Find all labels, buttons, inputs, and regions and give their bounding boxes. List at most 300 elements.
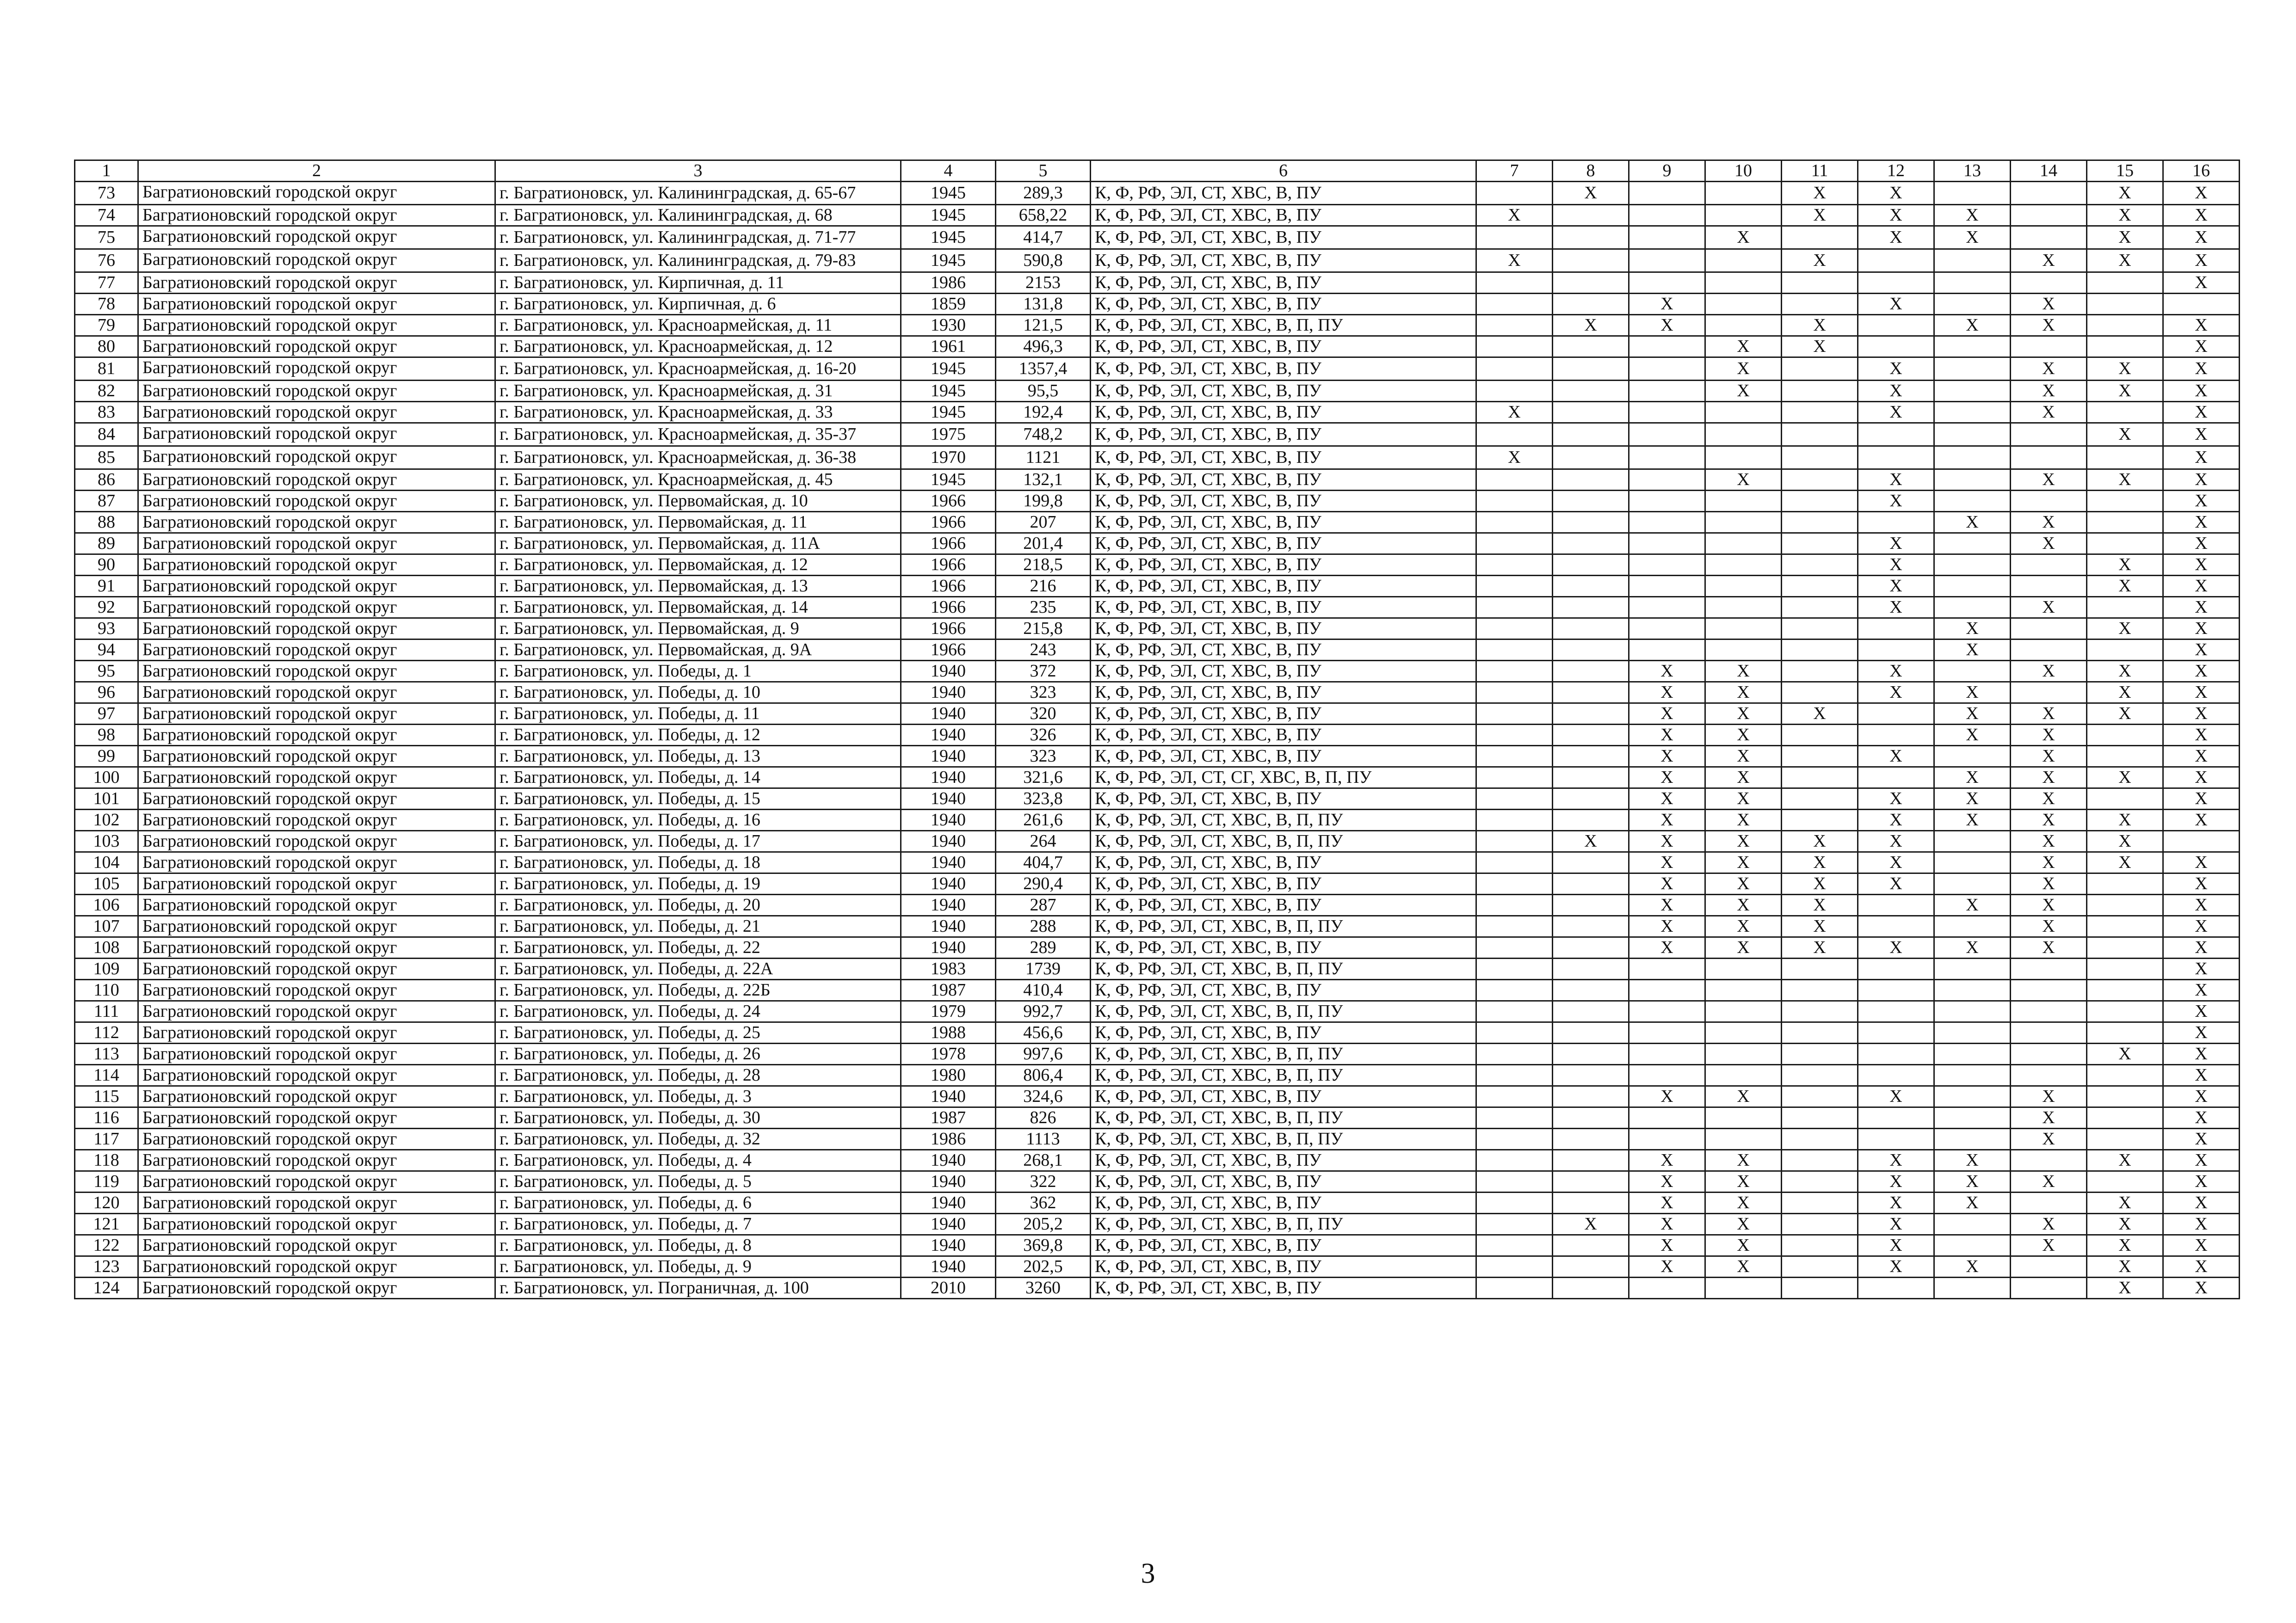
table-row	[75, 554, 2240, 576]
mark-cell	[2087, 788, 2163, 810]
mark-cell	[1629, 533, 1705, 554]
works-cell: К, Ф, РФ, ЭЛ, СТ, ХВС, В, ПУ	[1091, 852, 1476, 873]
mark-cell: X	[2163, 1044, 2240, 1065]
works-cell: К, Ф, РФ, ЭЛ, СТ, ХВС, В, ПУ	[1091, 639, 1476, 661]
area-cell: 131,8	[996, 294, 1091, 315]
mark-cell	[1476, 1001, 1553, 1022]
row-number-cell: 84	[75, 423, 138, 446]
mark-cell	[1553, 788, 1629, 810]
mark-cell	[1553, 1235, 1629, 1256]
address-cell: г. Багратионовск, ул. Первомайская, д. 9А	[495, 639, 901, 661]
mark-cell	[2087, 916, 2163, 937]
row-number-cell: 105	[75, 873, 138, 895]
mark-cell: X	[2163, 852, 2240, 873]
mark-cell	[1476, 597, 1553, 618]
works-cell: К, Ф, РФ, ЭЛ, СТ, ХВС, В, ПУ	[1091, 980, 1476, 1001]
mark-cell	[1858, 315, 1934, 336]
row-number-cell: 77	[75, 272, 138, 294]
address-cell: г. Багратионовск, ул. Победы, д. 25	[495, 1022, 901, 1044]
mark-cell: X	[2163, 980, 2240, 1001]
area-cell: 410,4	[996, 980, 1091, 1001]
mark-cell: X	[2163, 1129, 2240, 1150]
mark-cell: X	[1629, 916, 1705, 937]
mark-cell: X	[2011, 1129, 2087, 1150]
year-cell: 1966	[901, 533, 996, 554]
mark-cell: X	[1858, 1235, 1934, 1256]
mark-cell: X	[2087, 1193, 2163, 1214]
row-number-cell: 101	[75, 788, 138, 810]
mark-cell	[1705, 1129, 1782, 1150]
district-cell: Багратионовский городской округ	[138, 336, 495, 357]
mark-cell: X	[1934, 682, 2011, 703]
table-row	[75, 205, 2240, 226]
mark-cell	[1705, 315, 1782, 336]
mark-cell: X	[2011, 315, 2087, 336]
mark-cell	[1553, 1065, 1629, 1086]
mark-cell: X	[1782, 916, 1858, 937]
year-cell: 1975	[901, 423, 996, 446]
table-row	[75, 810, 2240, 831]
mark-cell	[1476, 357, 1553, 381]
year-cell: 1966	[901, 554, 996, 576]
district-cell: Багратионовский городской округ	[138, 725, 495, 746]
mark-cell	[1629, 980, 1705, 1001]
mark-cell	[1629, 357, 1705, 381]
mark-cell	[1705, 1022, 1782, 1044]
column-number-header: 11	[1782, 160, 1858, 182]
table-row	[75, 746, 2240, 767]
mark-cell	[1553, 512, 1629, 533]
mark-cell: X	[1934, 512, 2011, 533]
mark-cell: X	[1629, 1256, 1705, 1278]
mark-cell: X	[1858, 937, 1934, 959]
mark-cell: X	[1858, 357, 1934, 381]
mark-cell	[2087, 937, 2163, 959]
row-number-cell: 76	[75, 249, 138, 272]
area-cell: 323,8	[996, 788, 1091, 810]
mark-cell	[1629, 1107, 1705, 1129]
row-number-cell: 89	[75, 533, 138, 554]
mark-cell	[1782, 272, 1858, 294]
mark-cell	[1629, 226, 1705, 249]
year-cell: 1945	[901, 469, 996, 491]
district-cell: Багратионовский городской округ	[138, 810, 495, 831]
mark-cell: X	[2087, 767, 2163, 788]
mark-cell	[1934, 852, 2011, 873]
address-cell: г. Багратионовск, ул. Победы, д. 22Б	[495, 980, 901, 1001]
table-row	[75, 703, 2240, 725]
mark-cell	[1553, 810, 1629, 831]
table-row	[75, 980, 2240, 1001]
address-cell: г. Багратионовск, ул. Победы, д. 17	[495, 831, 901, 852]
table-row	[75, 895, 2240, 916]
area-cell: 372	[996, 661, 1091, 682]
works-cell: К, Ф, РФ, ЭЛ, СТ, ХВС, В, П, ПУ	[1091, 1065, 1476, 1086]
row-number-cell: 117	[75, 1129, 138, 1150]
year-cell: 1945	[901, 381, 996, 402]
mark-cell: X	[2163, 746, 2240, 767]
mark-cell	[1476, 576, 1553, 597]
mark-cell: X	[1629, 873, 1705, 895]
mark-cell	[1553, 895, 1629, 916]
mark-cell	[1476, 512, 1553, 533]
mark-cell	[1782, 959, 1858, 980]
address-cell: г. Багратионовск, ул. Победы, д. 11	[495, 703, 901, 725]
mark-cell	[1705, 491, 1782, 512]
mark-cell	[1476, 682, 1553, 703]
district-cell: Багратионовский городской округ	[138, 1022, 495, 1044]
mark-cell	[2087, 512, 2163, 533]
mark-cell	[2087, 272, 2163, 294]
mark-cell	[1553, 916, 1629, 937]
mark-cell: X	[1858, 810, 1934, 831]
year-cell: 1940	[901, 788, 996, 810]
mark-cell	[1934, 272, 2011, 294]
works-cell: К, Ф, РФ, ЭЛ, СТ, ХВС, В, ПУ	[1091, 357, 1476, 381]
mark-cell	[1782, 381, 1858, 402]
works-cell: К, Ф, РФ, ЭЛ, СТ, ХВС, В, ПУ	[1091, 618, 1476, 639]
mark-cell: X	[2163, 1256, 2240, 1278]
mark-cell	[1553, 725, 1629, 746]
mark-cell	[1782, 294, 1858, 315]
district-cell: Багратионовский городской округ	[138, 682, 495, 703]
mark-cell	[1553, 1256, 1629, 1278]
address-cell: г. Багратионовск, ул. Победы, д. 20	[495, 895, 901, 916]
mark-cell	[1553, 661, 1629, 682]
area-cell: 289	[996, 937, 1091, 959]
mark-cell: X	[2087, 1150, 2163, 1171]
mark-cell	[1629, 576, 1705, 597]
mark-cell: X	[1705, 381, 1782, 402]
year-cell: 2010	[901, 1278, 996, 1299]
mark-cell	[2087, 1022, 2163, 1044]
mark-cell: X	[2163, 1065, 2240, 1086]
year-cell: 1980	[901, 1065, 996, 1086]
mark-cell	[1629, 1022, 1705, 1044]
row-number-cell: 102	[75, 810, 138, 831]
works-cell: К, Ф, РФ, ЭЛ, СТ, ХВС, В, ПУ	[1091, 533, 1476, 554]
mark-cell: X	[2011, 381, 2087, 402]
mark-cell: X	[1782, 336, 1858, 357]
mark-cell	[1782, 1193, 1858, 1214]
mark-cell	[1858, 423, 1934, 446]
mark-cell: X	[2163, 446, 2240, 469]
mark-cell	[1629, 205, 1705, 226]
mark-cell	[1476, 767, 1553, 788]
column-number-header: 1	[75, 160, 138, 182]
area-cell: 992,7	[996, 1001, 1091, 1022]
year-cell: 1940	[901, 1086, 996, 1107]
mark-cell: X	[1629, 1150, 1705, 1171]
mark-cell	[1629, 959, 1705, 980]
mark-cell: X	[1934, 703, 2011, 725]
mark-cell	[2087, 895, 2163, 916]
mark-cell	[1858, 725, 1934, 746]
works-cell: К, Ф, РФ, ЭЛ, СТ, ХВС, В, ПУ	[1091, 1278, 1476, 1299]
mark-cell	[2011, 639, 2087, 661]
address-cell: г. Багратионовск, ул. Победы, д. 26	[495, 1044, 901, 1065]
district-cell: Багратионовский городской округ	[138, 182, 495, 205]
mark-cell	[1782, 469, 1858, 491]
mark-cell: X	[2163, 272, 2240, 294]
mark-cell	[1705, 205, 1782, 226]
mark-cell	[1553, 1193, 1629, 1214]
mark-cell: X	[1858, 491, 1934, 512]
mark-cell: X	[2163, 423, 2240, 446]
address-cell: г. Багратионовск, ул. Победы, д. 28	[495, 1065, 901, 1086]
area-cell: 1739	[996, 959, 1091, 980]
district-cell: Багратионовский городской округ	[138, 226, 495, 249]
mark-cell	[1629, 597, 1705, 618]
mark-cell: X	[2011, 916, 2087, 937]
address-cell: г. Багратионовск, ул. Красноармейская, д. 45	[495, 469, 901, 491]
year-cell: 1987	[901, 1107, 996, 1129]
area-cell: 1113	[996, 1129, 1091, 1150]
mark-cell	[2087, 725, 2163, 746]
works-cell: К, Ф, РФ, ЭЛ, СТ, ХВС, В, ПУ	[1091, 1022, 1476, 1044]
mark-cell: X	[2163, 1150, 2240, 1171]
table-row	[75, 682, 2240, 703]
mark-cell: X	[1629, 1086, 1705, 1107]
works-cell: К, Ф, РФ, ЭЛ, СТ, ХВС, В, П, ПУ	[1091, 1129, 1476, 1150]
year-cell: 1940	[901, 1214, 996, 1235]
mark-cell: X	[1705, 873, 1782, 895]
mark-cell	[1629, 554, 1705, 576]
mark-cell	[1553, 959, 1629, 980]
mark-cell: X	[1782, 315, 1858, 336]
row-number-cell: 120	[75, 1193, 138, 1214]
works-cell: К, Ф, РФ, ЭЛ, СТ, ХВС, В, ПУ	[1091, 725, 1476, 746]
works-cell: К, Ф, РФ, ЭЛ, СТ, ХВС, В, П, ПУ	[1091, 1044, 1476, 1065]
mark-cell	[1476, 1129, 1553, 1150]
address-cell: г. Багратионовск, ул. Победы, д. 14	[495, 767, 901, 788]
page-number: 3	[1141, 1558, 1155, 1589]
mark-cell	[1858, 446, 1934, 469]
row-number-cell: 108	[75, 937, 138, 959]
mark-cell: X	[2087, 618, 2163, 639]
mark-cell	[2011, 1044, 2087, 1065]
mark-cell: X	[1629, 1193, 1705, 1214]
mark-cell: X	[2011, 788, 2087, 810]
district-cell: Багратионовский городской округ	[138, 1150, 495, 1171]
mark-cell: X	[1705, 810, 1782, 831]
area-cell: 320	[996, 703, 1091, 725]
year-cell: 1986	[901, 1129, 996, 1150]
year-cell: 1966	[901, 576, 996, 597]
mark-cell: X	[1705, 916, 1782, 937]
mark-cell	[2011, 554, 2087, 576]
row-number-cell: 100	[75, 767, 138, 788]
works-cell: К, Ф, РФ, ЭЛ, СТ, СГ, ХВС, В, П, ПУ	[1091, 767, 1476, 788]
mark-cell: X	[2163, 491, 2240, 512]
mark-cell	[1476, 1044, 1553, 1065]
mark-cell: X	[1705, 1086, 1782, 1107]
mark-cell: X	[1705, 357, 1782, 381]
address-cell: г. Багратионовск, ул. Первомайская, д. 12	[495, 554, 901, 576]
year-cell: 1961	[901, 336, 996, 357]
row-number-cell: 91	[75, 576, 138, 597]
district-cell: Багратионовский городской округ	[138, 980, 495, 1001]
mark-cell	[2011, 1001, 2087, 1022]
year-cell: 1940	[901, 810, 996, 831]
row-number-cell: 99	[75, 746, 138, 767]
works-cell: К, Ф, РФ, ЭЛ, СТ, ХВС, В, ПУ	[1091, 491, 1476, 512]
mark-cell: X	[1705, 852, 1782, 873]
column-number-header: 15	[2087, 160, 2163, 182]
area-cell: 806,4	[996, 1065, 1091, 1086]
mark-cell: X	[2163, 1235, 2240, 1256]
mark-cell	[1934, 554, 2011, 576]
row-number-cell: 116	[75, 1107, 138, 1129]
works-cell: К, Ф, РФ, ЭЛ, СТ, ХВС, В, П, ПУ	[1091, 1001, 1476, 1022]
table-row	[75, 381, 2240, 402]
mark-cell	[2087, 1086, 2163, 1107]
address-cell: г. Багратионовск, ул. Калининградская, д. 68	[495, 205, 901, 226]
mark-cell	[1705, 182, 1782, 205]
year-cell: 1945	[901, 249, 996, 272]
mark-cell	[1476, 895, 1553, 916]
mark-cell	[1629, 639, 1705, 661]
mark-cell: X	[2011, 873, 2087, 895]
mark-cell: X	[2163, 937, 2240, 959]
mark-cell: X	[2087, 1278, 2163, 1299]
mark-cell	[2087, 446, 2163, 469]
mark-cell: X	[2011, 294, 2087, 315]
mark-cell	[2011, 1256, 2087, 1278]
mark-cell: X	[1476, 402, 1553, 423]
works-cell: К, Ф, РФ, ЭЛ, СТ, ХВС, В, ПУ	[1091, 554, 1476, 576]
mark-cell	[1782, 597, 1858, 618]
mark-cell	[1553, 357, 1629, 381]
mark-cell: X	[1782, 895, 1858, 916]
mark-cell	[1934, 357, 2011, 381]
mark-cell	[1934, 1065, 2011, 1086]
mark-cell: X	[1782, 873, 1858, 895]
mark-cell: X	[2087, 249, 2163, 272]
mark-cell: X	[2163, 512, 2240, 533]
district-cell: Багратионовский городской округ	[138, 402, 495, 423]
mark-cell	[1934, 533, 2011, 554]
mark-cell	[2163, 831, 2240, 852]
mark-cell: X	[2087, 852, 2163, 873]
mark-cell	[1782, 1235, 1858, 1256]
mark-cell: X	[1705, 937, 1782, 959]
mark-cell: X	[2087, 703, 2163, 725]
mark-cell: X	[1705, 469, 1782, 491]
district-cell: Багратионовский городской округ	[138, 831, 495, 852]
works-cell: К, Ф, РФ, ЭЛ, СТ, ХВС, В, ПУ	[1091, 249, 1476, 272]
district-cell: Багратионовский городской округ	[138, 315, 495, 336]
mark-cell: X	[1705, 895, 1782, 916]
mark-cell: X	[2087, 831, 2163, 852]
mark-cell	[1476, 1086, 1553, 1107]
mark-cell	[1476, 1107, 1553, 1129]
mark-cell: X	[1858, 1150, 1934, 1171]
mark-cell	[2011, 959, 2087, 980]
mark-cell: X	[2087, 554, 2163, 576]
column-number-header: 6	[1091, 160, 1476, 182]
mark-cell: X	[2011, 1107, 2087, 1129]
district-cell: Багратионовский городской округ	[138, 703, 495, 725]
mark-cell: X	[2087, 1214, 2163, 1235]
mark-cell	[1934, 1086, 2011, 1107]
year-cell: 1940	[901, 937, 996, 959]
mark-cell	[1858, 618, 1934, 639]
mark-cell	[1858, 895, 1934, 916]
mark-cell: X	[1858, 661, 1934, 682]
mark-cell	[1858, 336, 1934, 357]
row-number-cell: 123	[75, 1256, 138, 1278]
table-row	[75, 512, 2240, 533]
mark-cell	[1782, 746, 1858, 767]
mark-cell: X	[2163, 381, 2240, 402]
district-cell: Багратионовский городской округ	[138, 746, 495, 767]
table-row	[75, 446, 2240, 469]
mark-cell: X	[2011, 725, 2087, 746]
mark-cell	[1782, 576, 1858, 597]
mark-cell	[1934, 831, 2011, 852]
district-cell: Багратионовский городской округ	[138, 661, 495, 682]
works-cell: К, Ф, РФ, ЭЛ, СТ, ХВС, В, ПУ	[1091, 469, 1476, 491]
mark-cell: X	[2087, 381, 2163, 402]
year-cell: 1978	[901, 1044, 996, 1065]
address-cell: г. Багратионовск, ул. Пограничная, д. 100	[495, 1278, 901, 1299]
column-number-row	[75, 160, 2240, 182]
works-cell: К, Ф, РФ, ЭЛ, СТ, ХВС, В, ПУ	[1091, 272, 1476, 294]
mark-cell: X	[1858, 469, 1934, 491]
mark-cell: X	[1858, 554, 1934, 576]
mark-cell: X	[2087, 205, 2163, 226]
mark-cell	[2011, 205, 2087, 226]
mark-cell	[1934, 1107, 2011, 1129]
mark-cell: X	[2163, 597, 2240, 618]
mark-cell	[1629, 491, 1705, 512]
mark-cell	[1476, 1150, 1553, 1171]
mark-cell	[1934, 1214, 2011, 1235]
row-number-cell: 114	[75, 1065, 138, 1086]
area-cell: 207	[996, 512, 1091, 533]
mark-cell: X	[2011, 357, 2087, 381]
area-cell: 404,7	[996, 852, 1091, 873]
mark-cell	[1705, 402, 1782, 423]
mark-cell	[1553, 937, 1629, 959]
mark-cell: X	[2163, 682, 2240, 703]
area-cell: 261,6	[996, 810, 1091, 831]
address-cell: г. Багратионовск, ул. Победы, д. 3	[495, 1086, 901, 1107]
mark-cell	[1476, 491, 1553, 512]
mark-cell	[1782, 1129, 1858, 1150]
district-cell: Багратионовский городской округ	[138, 597, 495, 618]
year-cell: 1987	[901, 980, 996, 1001]
mark-cell	[2087, 597, 2163, 618]
works-cell: К, Ф, РФ, ЭЛ, СТ, ХВС, В, ПУ	[1091, 205, 1476, 226]
mark-cell	[1476, 959, 1553, 980]
column-number-header: 16	[2163, 160, 2240, 182]
table-row	[75, 1235, 2240, 1256]
mark-cell: X	[1934, 1171, 2011, 1193]
address-cell: г. Багратионовск, ул. Победы, д. 10	[495, 682, 901, 703]
mark-cell: X	[1705, 1235, 1782, 1256]
year-cell: 1966	[901, 597, 996, 618]
column-number-header: 2	[138, 160, 495, 182]
mark-cell: X	[1705, 1171, 1782, 1193]
mark-cell	[1553, 294, 1629, 315]
mark-cell	[1705, 446, 1782, 469]
mark-cell: X	[2163, 469, 2240, 491]
column-number-header: 14	[2011, 160, 2087, 182]
mark-cell	[1934, 336, 2011, 357]
district-cell: Багратионовский городской округ	[138, 249, 495, 272]
